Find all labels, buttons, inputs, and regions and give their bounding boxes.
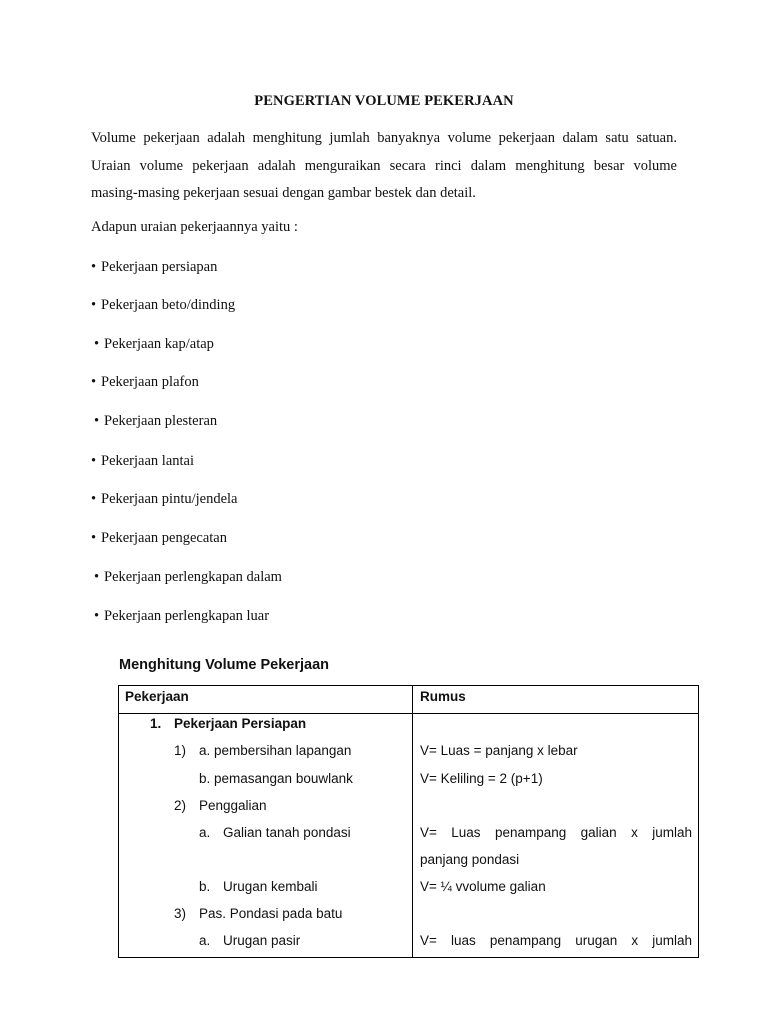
bullet-item bbox=[94, 608, 269, 625]
bullet-item bbox=[91, 374, 199, 391]
bullet-icon: • bbox=[91, 259, 97, 275]
bullet-icon: • bbox=[91, 491, 97, 507]
bullet-item bbox=[91, 297, 235, 314]
bullet-icon: • bbox=[94, 608, 100, 624]
bullet-label: Pekerjaan plafon bbox=[101, 374, 199, 390]
bullet-icon: • bbox=[91, 453, 97, 469]
bullet-label: Pekerjaan kap/atap bbox=[104, 336, 214, 352]
column-divider bbox=[412, 686, 413, 957]
bullet-icon: • bbox=[94, 569, 100, 585]
item-letter: a. bbox=[199, 825, 211, 840]
formula-cell: V= Luas = panjang x lebar bbox=[420, 743, 578, 758]
bullet-item bbox=[94, 413, 217, 430]
formula-cell: V= luas penampang urugan x jumlah bbox=[420, 933, 692, 948]
bullet-item bbox=[91, 491, 238, 508]
bullet-item bbox=[94, 569, 282, 586]
bullet-icon: • bbox=[91, 297, 97, 313]
intro-text: Adapun uraian pekerjaannya yaitu : bbox=[91, 219, 298, 235]
bullet-item bbox=[94, 336, 214, 353]
item-number: 1) bbox=[174, 743, 187, 758]
bullet-label: Pekerjaan beto/dinding bbox=[101, 297, 236, 313]
section-number: 1. bbox=[150, 716, 162, 731]
bullet-label: Pekerjaan perlengkapan dalam bbox=[104, 569, 282, 585]
bullet-item bbox=[91, 453, 194, 470]
bullet-item bbox=[91, 259, 217, 276]
item-label: a. pembersihan lapangan bbox=[199, 743, 352, 758]
formula-cell: V= Luas penampang galian x jumlah bbox=[420, 825, 692, 840]
section-label: Pekerjaan Persiapan bbox=[174, 716, 307, 731]
item-label: Galian tanah pondasi bbox=[223, 825, 351, 840]
header-rumus: Rumus bbox=[420, 689, 466, 704]
bullet-icon: • bbox=[91, 530, 97, 546]
item-label: b. pemasangan bouwlank bbox=[199, 771, 353, 786]
header-pekerjaan: Pekerjaan bbox=[125, 689, 189, 704]
paragraph-line: masing-masing pekerjaan sesuai dengan gambar bestek dan detail. bbox=[91, 185, 476, 201]
bullet-label: Pekerjaan plesteran bbox=[104, 413, 218, 429]
item-label: Urugan kembali bbox=[223, 879, 318, 894]
bullet-icon: • bbox=[94, 413, 100, 429]
volume-table bbox=[118, 685, 699, 958]
item-letter: a. bbox=[199, 933, 211, 948]
bullet-label: Pekerjaan persiapan bbox=[101, 259, 218, 275]
item-letter: b. bbox=[199, 879, 211, 894]
bullet-label: Pekerjaan pengecatan bbox=[101, 530, 227, 546]
bullet-label: Pekerjaan pintu/jendela bbox=[101, 491, 238, 507]
table-heading: Menghitung Volume Pekerjaan bbox=[119, 657, 330, 673]
formula-cell-continued: panjang pondasi bbox=[420, 852, 520, 867]
formula-cell: V= ¼ vvolume galian bbox=[420, 879, 546, 894]
formula-cell: V= Keliling = 2 (p+1) bbox=[420, 771, 543, 786]
paragraph-line: Volume pekerjaan adalah menghitung jumlah banyaknya volume pekerjaan dalam satu satuan. bbox=[91, 130, 677, 146]
item-number: 2) bbox=[174, 798, 187, 813]
item-number: 3) bbox=[174, 906, 187, 921]
paragraph-line: Uraian volume pekerjaan adalah menguraikan secara rinci dalam menghitung besar volume bbox=[91, 157, 677, 174]
item-label: Pas. Pondasi pada batu bbox=[199, 906, 343, 921]
page-title: PENGERTIAN VOLUME PEKERJAAN bbox=[254, 93, 514, 109]
bullet-label: Pekerjaan lantai bbox=[101, 453, 194, 469]
item-label: Penggalian bbox=[199, 798, 267, 813]
bullet-label: Pekerjaan perlengkapan luar bbox=[104, 608, 270, 624]
bullet-icon: • bbox=[94, 336, 100, 352]
item-label: Urugan pasir bbox=[223, 933, 301, 948]
header-divider bbox=[119, 713, 698, 714]
bullet-icon: • bbox=[91, 374, 97, 390]
bullet-item bbox=[91, 530, 227, 547]
definition-paragraph bbox=[91, 125, 677, 208]
